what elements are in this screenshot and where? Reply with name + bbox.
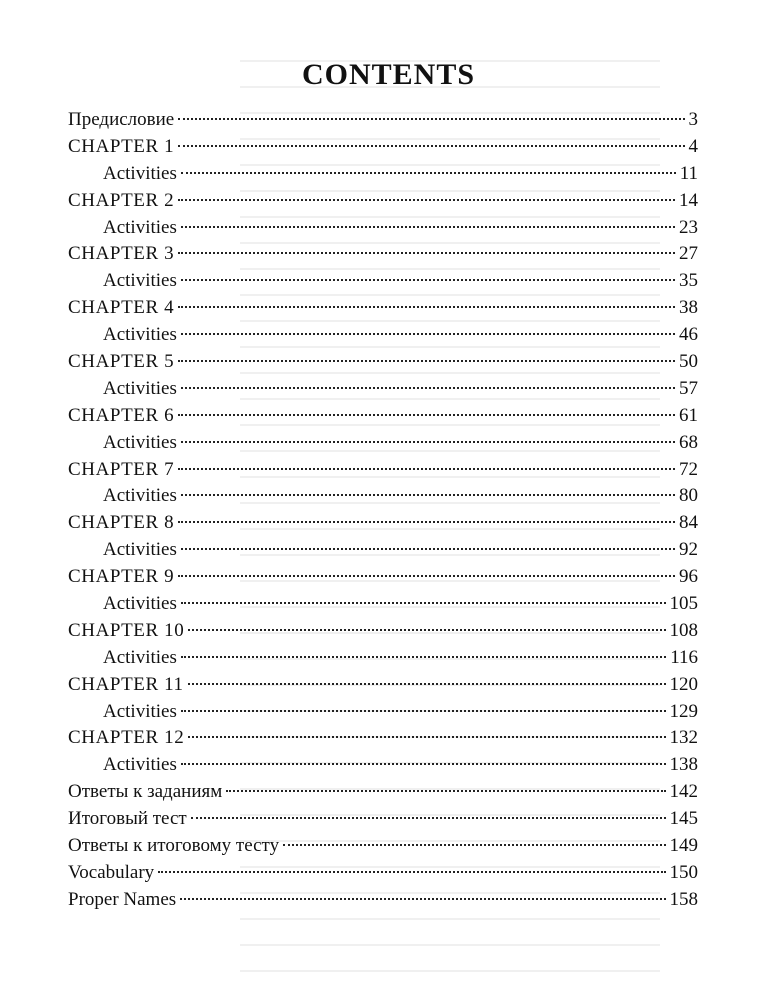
dot-leader [178, 468, 675, 470]
toc-entry [68, 887, 698, 914]
toc-entry-label: Activities [103, 431, 177, 453]
toc-entry-activities [68, 699, 698, 726]
toc-entry-chapter [68, 349, 698, 376]
toc-entry-chapter [68, 241, 698, 268]
toc-entry-label: CHAPTER 4 [68, 297, 175, 319]
toc-entry-activities [68, 752, 698, 779]
toc-entry-chapter [68, 295, 698, 322]
toc-entry-label: CHAPTER 9 [68, 566, 175, 588]
toc-entry-label: Activities [103, 593, 177, 615]
dot-leader [181, 333, 675, 335]
toc-entry-page-number: 108 [669, 619, 698, 641]
dot-leader [178, 521, 675, 523]
toc-entry-label: Activities [103, 700, 177, 722]
toc-entry-page-number: 68 [679, 431, 698, 453]
dot-leader [181, 172, 676, 174]
toc-entry-page-number: 4 [688, 135, 698, 157]
toc-entry-page-number: 120 [669, 673, 698, 695]
toc-entry [68, 860, 698, 887]
page-title: CONTENTS [301, 58, 476, 91]
toc-entry-label: Предисловие [68, 109, 175, 130]
toc-entry-label: Итоговый тест [68, 808, 187, 830]
toc-entry-activities [68, 268, 698, 295]
toc-entry-activities [68, 430, 698, 457]
toc-entry-activities [68, 322, 698, 349]
toc-entry-label: CHAPTER 3 [68, 243, 175, 265]
dot-leader [178, 252, 675, 254]
dot-leader [181, 656, 666, 658]
toc-entry-activities [68, 215, 698, 242]
dot-leader [178, 306, 675, 308]
toc-entry-chapter [68, 672, 698, 699]
toc-entry-activities [68, 376, 698, 403]
toc-entry-label: Activities [103, 646, 177, 668]
toc-entry-label: Vocabulary [68, 861, 155, 883]
toc-entry-page-number: 3 [688, 109, 698, 130]
toc-entry-label: CHAPTER 8 [68, 512, 175, 534]
dot-leader [181, 279, 675, 281]
dot-leader [178, 414, 675, 416]
toc-entry-activities [68, 645, 698, 672]
dot-leader [181, 548, 675, 550]
toc-entry-page-number: 27 [679, 243, 698, 265]
dot-leader [178, 575, 675, 577]
toc-entry-activities [68, 537, 698, 564]
toc-entry-label: Activities [103, 754, 177, 776]
toc-entry-label: CHAPTER 7 [68, 458, 175, 480]
toc-entry-page-number: 150 [669, 861, 698, 883]
toc-entry-page-number: 105 [669, 593, 698, 615]
toc-entry-label: CHAPTER 1 [68, 135, 175, 157]
toc-entry-page-number: 84 [679, 512, 698, 534]
dot-leader [181, 387, 675, 389]
toc-entry-chapter [68, 403, 698, 430]
toc-entry-label: Ответы к итоговому тесту [68, 835, 280, 857]
toc-entry-page-number: 35 [679, 270, 698, 292]
toc-entry-label: CHAPTER 2 [68, 189, 175, 211]
toc-entry-page-number: 38 [679, 297, 698, 319]
toc-entry-page-number: 116 [670, 646, 698, 668]
toc-entry-page-number: 145 [669, 808, 698, 830]
dot-leader [283, 844, 665, 846]
toc-entry-chapter [68, 188, 698, 215]
dot-leader [181, 441, 675, 443]
toc-entry-page-number: 11 [679, 162, 698, 184]
toc-entry-label: Activities [103, 485, 177, 507]
toc-entry-label: Ответы к заданиям [68, 781, 223, 803]
toc-entry-label: Activities [103, 377, 177, 399]
toc-entry [68, 779, 698, 806]
toc-entry-label: Activities [103, 270, 177, 292]
toc-entry-label: Proper Names [68, 888, 177, 910]
dot-leader [181, 602, 666, 604]
dot-leader [188, 683, 666, 685]
dot-leader [226, 790, 665, 792]
toc-entry-page-number: 23 [679, 216, 698, 238]
toc-entry-label: Activities [103, 539, 177, 561]
toc-entry-label: CHAPTER 10 [68, 619, 185, 641]
dot-leader [181, 226, 675, 228]
toc-entry [68, 833, 698, 860]
dot-leader [158, 871, 665, 873]
toc-entry-chapter [68, 564, 698, 591]
toc-entry-activities [68, 591, 698, 618]
dot-leader [178, 360, 675, 362]
toc-entry-page-number: 129 [669, 700, 698, 722]
toc-entry-page-number: 14 [679, 189, 698, 211]
toc-entry-page-number: 61 [679, 404, 698, 426]
toc-entry-page-number: 46 [679, 324, 698, 346]
toc-entry-label: Activities [103, 324, 177, 346]
dot-leader [181, 494, 675, 496]
toc-entry-label: CHAPTER 12 [68, 727, 185, 749]
toc-entry-label: Activities [103, 216, 177, 238]
dot-leader [188, 629, 665, 631]
toc-entry-label: CHAPTER 5 [68, 351, 175, 373]
toc-entry-page-number: 149 [669, 835, 698, 857]
toc-entry-chapter [68, 134, 698, 161]
dot-leader [181, 763, 666, 765]
toc-entry-activities [68, 483, 698, 510]
toc-entry-page-number: 57 [679, 377, 698, 399]
toc-entry-page-number: 96 [679, 566, 698, 588]
toc-entry-page-number: 138 [669, 754, 698, 776]
toc-entry-chapter [68, 618, 698, 645]
toc-entry [68, 107, 698, 134]
toc-entry-chapter [68, 725, 698, 752]
dot-leader [188, 736, 665, 738]
toc-entry-activities [68, 161, 698, 188]
table-of-contents [68, 107, 698, 914]
dot-leader [178, 145, 684, 147]
toc-entry-page-number: 50 [679, 351, 698, 373]
toc-entry-chapter [68, 510, 698, 537]
toc-entry-label: Activities [103, 162, 177, 184]
toc-entry-chapter [68, 457, 698, 484]
toc-entry-page-number: 92 [679, 539, 698, 561]
toc-entry-label: CHAPTER 11 [68, 673, 184, 695]
dot-leader [178, 118, 684, 120]
toc-entry-label: CHAPTER 6 [68, 404, 175, 426]
toc-entry-page-number: 142 [669, 781, 698, 803]
toc-entry-page-number: 80 [679, 485, 698, 507]
dot-leader [191, 817, 666, 819]
dot-leader [178, 199, 675, 201]
toc-entry-page-number: 132 [669, 727, 698, 749]
toc-entry [68, 806, 698, 833]
toc-entry-page-number: 72 [679, 458, 698, 480]
dot-leader [181, 710, 666, 712]
dot-leader [180, 898, 665, 900]
toc-entry-page-number: 158 [669, 888, 698, 910]
